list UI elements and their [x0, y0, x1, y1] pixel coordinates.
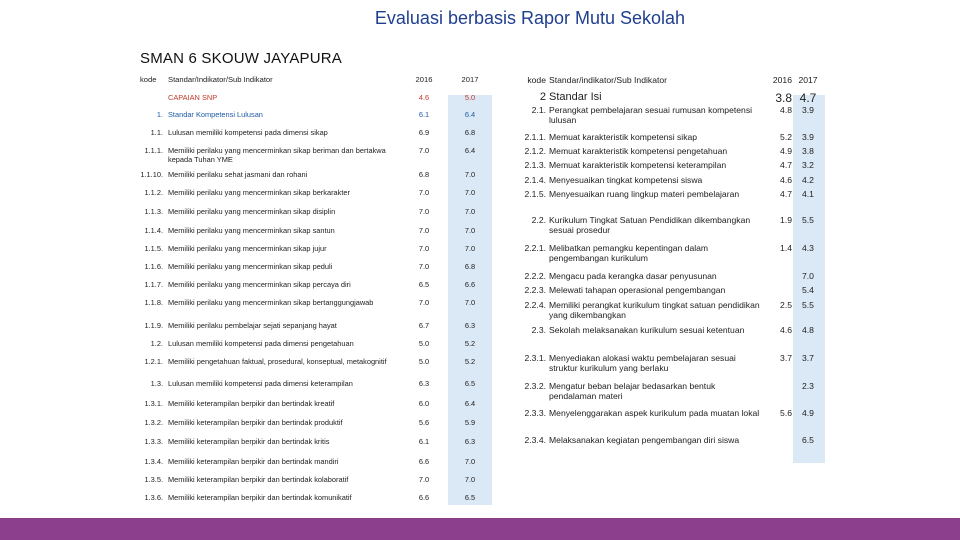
cell-v17: 5.4 [802, 285, 814, 295]
cell-v16: 1.4 [780, 243, 792, 253]
cell-v17: 6.4 [464, 399, 476, 408]
cell-v17: 5.9 [464, 418, 476, 427]
cell-v17: 4.9 [802, 408, 814, 418]
cell-v16: 4.7 [780, 160, 792, 170]
cell-desc: Memiliki perilaku yang mencerminkan sikap berkarakter [168, 188, 350, 197]
cell-v16: 7.0 [418, 298, 430, 307]
cell-desc: CAPAIAN SNP [168, 93, 218, 102]
cell-desc: Memiliki perilaku yang mencerminkan sikap disiplin [168, 207, 336, 216]
cell-v17: 3.9 [802, 132, 814, 142]
school-name: SMAN 6 SKOUW JAYAPURA [140, 50, 343, 67]
cell-v17: 4.7 [799, 91, 817, 105]
cell-v17: 6.8 [464, 128, 476, 137]
right-table [516, 75, 826, 470]
cell-kode: 2.1. [531, 105, 546, 115]
cell-kode: 1.3.5. [144, 475, 163, 484]
cell-kode: 1.3.6. [144, 493, 163, 502]
cell-v17: 4.1 [802, 189, 814, 199]
cell-desc: Memiliki perilaku yang mencerminkan sikap bertanggungjawab [168, 298, 374, 307]
cell-v16: 4.6 [418, 93, 430, 102]
cell-kode: 1.1.6. [144, 262, 163, 271]
cell-v16: 4.9 [780, 146, 792, 156]
cell-desc: Menyelenggarakan aspek kurikulum pada muatan lokal [549, 408, 760, 418]
cell-desc: Memiliki keterampilan berpikir dan bertindak kolaboratif [168, 475, 349, 484]
cell-kode: 1.1.5. [144, 244, 163, 253]
cell-kode: 2.1.3. [524, 160, 546, 170]
header-2016: 2016 [415, 75, 433, 84]
bottom-accent-bar [0, 518, 960, 540]
cell-desc: Memiliki keterampilan berpikir dan bertindak komunikatif [168, 493, 352, 502]
cell-desc: Melewati tahapan operasional pengembangan [549, 285, 726, 295]
cell-v17: 6.4 [464, 110, 476, 119]
cell-kode: 1. [156, 110, 163, 119]
cell-v17: 3.7 [802, 353, 814, 363]
cell-kode: 1.1. [150, 128, 163, 137]
cell-kode: 2.3.3. [524, 408, 546, 418]
cell-v16: 7.0 [418, 207, 430, 216]
cell-v16: 5.6 [418, 418, 430, 427]
cell-v16: 6.9 [418, 128, 430, 137]
cell-v16: 6.8 [418, 170, 430, 179]
cell-desc: Mengacu pada kerangka dasar penyusunan [549, 271, 717, 281]
header-2017: 2017 [461, 75, 479, 84]
header-kode: kode [140, 75, 157, 84]
cell-v16: 6.5 [418, 280, 430, 289]
header-desc: Standar/Indikator/Sub Indikator [168, 75, 273, 84]
cell-desc: Lulusan memiliki kompetensi pada dimensi pengetahuan [168, 339, 354, 348]
cell-desc: Menyesuaikan tingkat kompetensi siswa [549, 175, 703, 185]
cell-v16: 4.6 [780, 175, 792, 185]
cell-desc: Perangkat pembelajaran sesuai rumusan kompetensi lulusan [549, 105, 753, 126]
cell-v16: 5.2 [780, 132, 792, 142]
page-title: Evaluasi berbasis Rapor Mutu Sekolah [374, 8, 686, 28]
cell-kode: 1.1.1. [144, 146, 163, 155]
header-2016: 2016 [772, 75, 792, 85]
cell-kode: 1.1.9. [144, 321, 163, 330]
cell-v16: 7.0 [418, 475, 430, 484]
cell-v17: 6.6 [464, 280, 476, 289]
cell-desc: Lulusan memiliki kompetensi pada dimensi keterampilan [168, 379, 353, 388]
cell-v16: 7.0 [418, 146, 430, 155]
cell-desc: Memiliki keterampilan berpikir dan bertindak produktif [168, 418, 343, 427]
cell-kode: 2.2. [531, 215, 546, 225]
cell-kode: 2.2.1. [524, 243, 546, 253]
cell-kode: 1.1.8. [144, 298, 163, 307]
cell-v16: 7.0 [418, 188, 430, 197]
cell-desc: Memiliki perilaku pembelajar sejati sepanjang hayat [168, 321, 337, 330]
cell-v17: 4.2 [802, 175, 814, 185]
cell-desc: Standar Kompetensi Lulusan [168, 110, 263, 119]
header-2017: 2017 [798, 75, 818, 85]
cell-v17: 2.3 [802, 381, 814, 391]
cell-v17: 7.0 [464, 457, 476, 466]
cell-kode: 2.2.3. [524, 285, 546, 295]
cell-kode: 2.1.2. [524, 146, 546, 156]
cell-v16: 6.6 [418, 493, 430, 502]
cell-kode: 1.1.7. [144, 280, 163, 289]
cell-v16: 4.7 [780, 189, 792, 199]
cell-kode: 2.3.4. [524, 435, 546, 445]
cell-v17: 5.2 [464, 339, 476, 348]
cell-v17: 7.0 [464, 244, 476, 253]
cell-kode: 1.1.10. [140, 170, 163, 179]
cell-desc: Standar Isi [549, 91, 602, 103]
cell-v17: 4.3 [802, 243, 814, 253]
cell-v17: 7.0 [464, 207, 476, 216]
cell-v17: 5.2 [464, 357, 476, 366]
cell-v17: 5.5 [802, 300, 814, 310]
cell-kode: 2.2.2. [524, 271, 546, 281]
cell-v16: 5.6 [780, 408, 792, 418]
cell-kode: 1.2. [150, 339, 163, 348]
left-table [108, 75, 503, 505]
cell-desc: Lulusan memiliki kompetensi pada dimensi sikap [168, 128, 328, 137]
cell-kode: 2.1.1. [524, 132, 546, 142]
cell-desc: Mengatur beban belajar bedasarkan bentuk pendalaman materi [549, 381, 716, 402]
cell-kode: 1.1.4. [144, 226, 163, 235]
cell-v16: 1.9 [780, 215, 792, 225]
cell-v16: 6.1 [418, 110, 430, 119]
cell-v16: 2.5 [780, 300, 792, 310]
cell-v16: 5.0 [418, 357, 430, 366]
cell-desc: Memiliki keterampilan berpikir dan bertindak kritis [168, 437, 330, 446]
cell-desc: Memiliki keterampilan berpikir dan bertindak kreatif [168, 399, 335, 408]
cell-kode: 1.2.1. [144, 357, 163, 366]
cell-kode: 1.1.3. [144, 207, 163, 216]
cell-kode: 2.3.1. [524, 353, 546, 363]
cell-v17: 4.8 [802, 325, 814, 335]
cell-v17: 6.5 [464, 379, 476, 388]
cell-v17: 7.0 [464, 188, 476, 197]
cell-kode: 2.1.5. [524, 189, 546, 199]
cell-v16: 3.7 [780, 353, 792, 363]
cell-desc: Memiliki perangkat kurikulum tingkat satuan pendidikan yang dikembangkan [549, 300, 760, 321]
cell-v17: 3.9 [802, 105, 814, 115]
cell-kode: 1.3.1. [144, 399, 163, 408]
cell-v17: 6.3 [464, 437, 476, 446]
cell-v17: 6.3 [464, 321, 476, 330]
cell-v16: 6.6 [418, 457, 430, 466]
cell-kode: 1.3. [150, 379, 163, 388]
cell-desc: Memiliki perilaku sehat jasmani dan rohani [168, 170, 308, 179]
cell-v16: 7.0 [418, 226, 430, 235]
cell-v17: 6.8 [464, 262, 476, 271]
cell-v16: 7.0 [418, 244, 430, 253]
cell-desc: Memuat karakteristik kompetensi keterampilan [549, 160, 727, 170]
cell-desc: Melaksanakan kegiatan pengembangan diri siswa [549, 435, 740, 445]
cell-kode: 2.3. [531, 325, 546, 335]
cell-desc: Sekolah melaksanakan kurikulum sesuai ketentuan [549, 325, 745, 335]
cell-v17: 6.4 [464, 146, 476, 155]
cell-v16: 4.6 [780, 325, 792, 335]
cell-v16: 5.0 [418, 339, 430, 348]
cell-v16: 6.7 [418, 321, 430, 330]
cell-v17: 6.5 [802, 435, 814, 445]
cell-v17: 3.2 [802, 160, 814, 170]
cell-desc: Menyesuaikan ruang lingkup materi pembelajaran [549, 189, 740, 199]
cell-v17: 7.0 [464, 226, 476, 235]
cell-desc: Menyediakan alokasi waktu pembelajaran sesuai struktur kurikulum yang berlaku [549, 353, 736, 374]
cell-kode: 2.1.4. [524, 175, 546, 185]
cell-v16: 7.0 [418, 262, 430, 271]
cell-v17: 7.0 [802, 271, 814, 281]
cell-desc: Memiliki keterampilan berpikir dan bertindak mandiri [168, 457, 339, 466]
cell-desc: Memuat karakteristik kompetensi sikap [549, 132, 698, 142]
cell-v16: 3.8 [775, 91, 792, 105]
cell-kode: 1.3.2. [144, 418, 163, 427]
cell-v17: 7.0 [464, 298, 476, 307]
cell-desc: Kurikulum Tingkat Satuan Pendidikan dikembangkan sesuai prosedur [549, 215, 751, 236]
cell-desc: Memiliki perilaku yang mencerminkan sikap beriman dan bertakwa kepada Tuhan YME [168, 146, 386, 164]
header-desc: Standar/indikator/Sub Indikator [549, 75, 667, 85]
cell-v16: 4.8 [780, 105, 792, 115]
cell-v17: 7.0 [464, 170, 476, 179]
header-kode: kode [527, 75, 546, 85]
cell-v17: 5.5 [802, 215, 814, 225]
cell-kode: 1.3.3. [144, 437, 163, 446]
cell-v17: 7.0 [464, 475, 476, 484]
cell-kode: 2.3.2. [524, 381, 546, 391]
cell-desc: Memiliki perilaku yang mencerminkan sikap santun [168, 226, 335, 235]
cell-desc: Melibatkan pemangku kepentingan dalam pengembangan kurikulum [549, 243, 709, 264]
cell-desc: Memuat karakteristik kompetensi pengetahuan [549, 146, 728, 156]
cell-v16: 6.1 [418, 437, 430, 446]
cell-v16: 6.3 [418, 379, 430, 388]
cell-kode: 1.3.4. [144, 457, 163, 466]
cell-desc: Memiliki perilaku yang mencerminkan sikap percaya diri [168, 280, 351, 289]
cell-kode: 2.2.4. [524, 300, 546, 310]
cell-desc: Memiliki perilaku yang mencerminkan sikap peduli [168, 262, 333, 271]
cell-kode: 2 [539, 91, 546, 103]
cell-v17: 5.0 [464, 93, 476, 102]
cell-v17: 3.8 [802, 146, 814, 156]
cell-kode: 1.1.2. [144, 188, 163, 197]
cell-v17: 6.5 [464, 493, 476, 502]
cell-desc: Memiliki perilaku yang mencerminkan sikap jujur [168, 244, 327, 253]
cell-desc: Memiliki pengetahuan faktual, prosedural, konseptual, metakognitif [168, 357, 387, 366]
cell-v16: 6.0 [418, 399, 430, 408]
